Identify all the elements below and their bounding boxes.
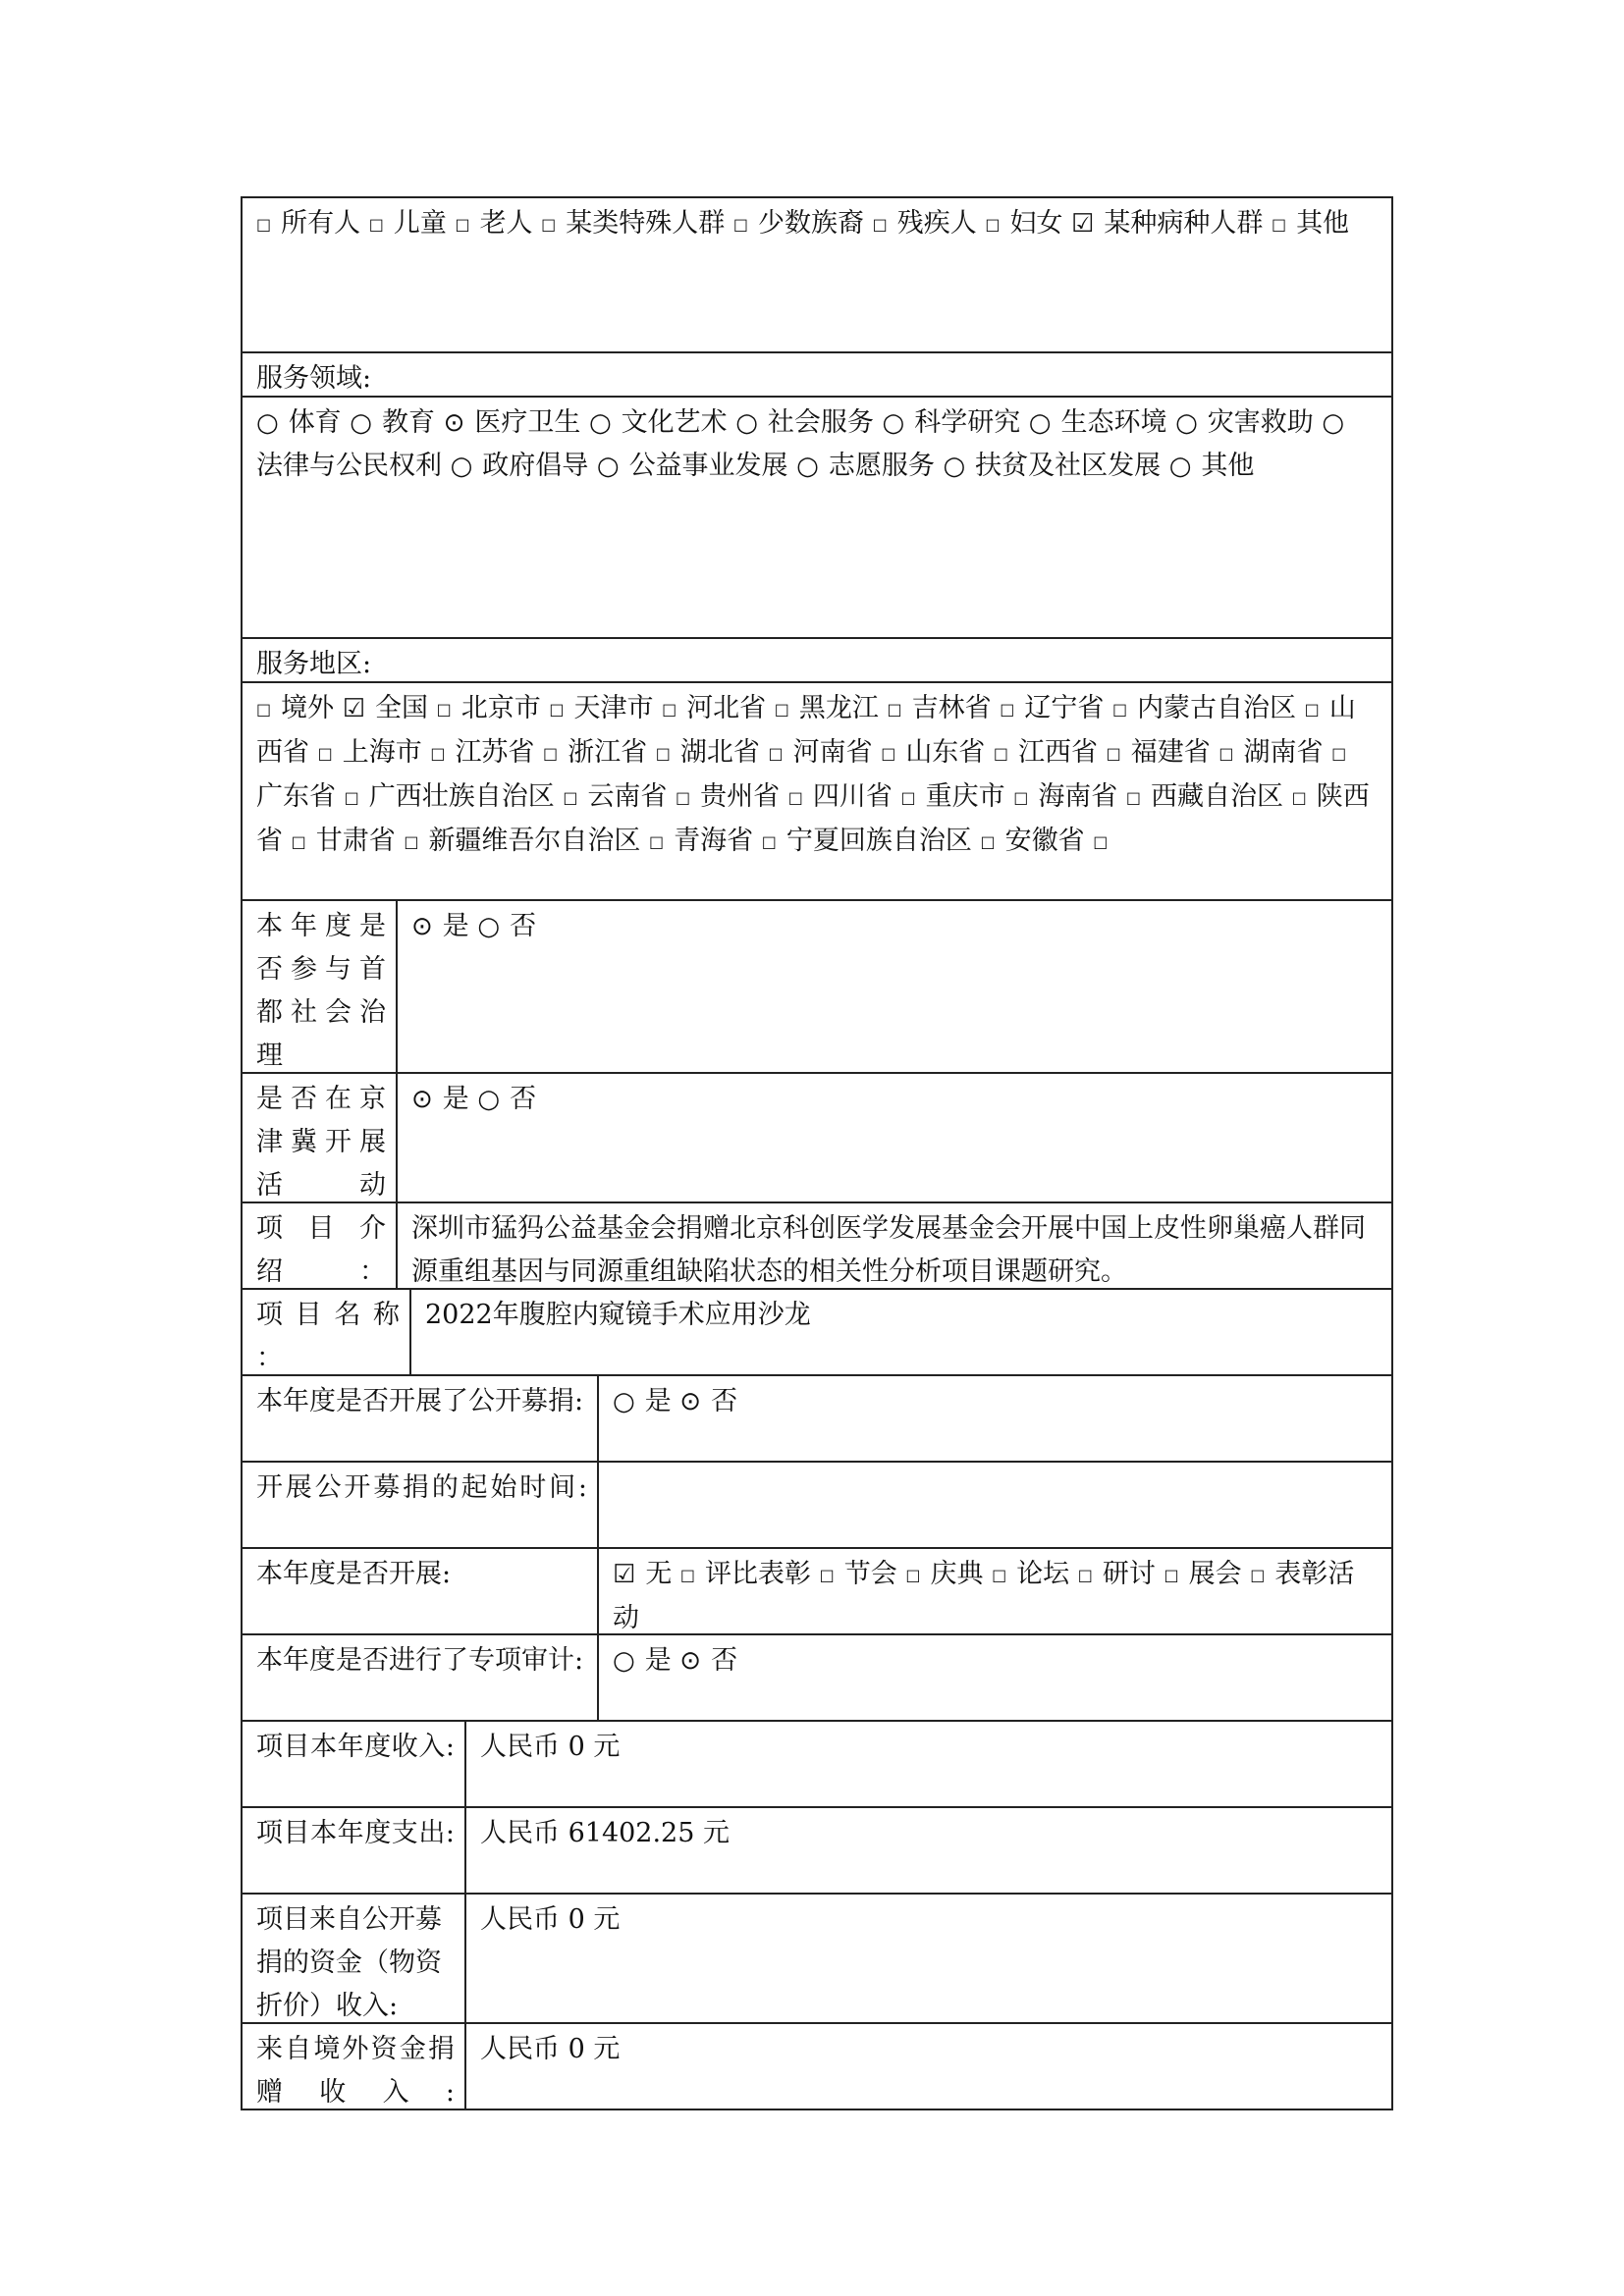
option-item bbox=[881, 737, 985, 768]
radio-selected-icon: ⊙ bbox=[443, 408, 465, 438]
option-item bbox=[679, 1386, 737, 1416]
option-item bbox=[430, 737, 534, 768]
checkbox-empty-icon: □ bbox=[317, 744, 333, 763]
option-label: 河北省 bbox=[686, 693, 767, 723]
radio-empty-icon: ○ bbox=[1168, 452, 1192, 481]
checkbox-empty-icon: □ bbox=[404, 832, 419, 851]
option-item bbox=[345, 781, 555, 812]
option-label: 某种病种人群 bbox=[1104, 208, 1264, 239]
radio-empty-icon: ○ bbox=[256, 408, 279, 438]
option-item bbox=[680, 1559, 811, 1589]
checkbox-empty-icon: □ bbox=[1304, 700, 1320, 719]
option-label: 其他 bbox=[1201, 451, 1255, 481]
checkbox-empty-icon: □ bbox=[256, 700, 272, 719]
option-item bbox=[543, 737, 647, 768]
option-label: 老人 bbox=[479, 208, 533, 239]
radio-selected-icon: ⊙ bbox=[411, 912, 433, 941]
checkbox-empty-icon: □ bbox=[662, 700, 677, 719]
option-item bbox=[613, 1386, 672, 1416]
service-region-options bbox=[241, 683, 1393, 901]
radio-empty-icon: ○ bbox=[350, 408, 372, 438]
option-label: 法律与公民权利 bbox=[256, 451, 442, 481]
project-name-row bbox=[241, 1290, 1393, 1376]
jingjinji-options bbox=[398, 1074, 1391, 1201]
checkbox-empty-icon: □ bbox=[787, 788, 803, 807]
option-label: 是 bbox=[644, 1386, 672, 1416]
option-label: 医疗卫生 bbox=[474, 407, 581, 438]
checkbox-empty-icon: □ bbox=[541, 215, 557, 234]
option-label: 四川省 bbox=[812, 781, 893, 812]
option-label: 否 bbox=[711, 1386, 738, 1416]
capital-governance-row bbox=[241, 901, 1393, 1074]
option-item bbox=[994, 737, 1098, 768]
radio-selected-icon: ⊙ bbox=[679, 1387, 702, 1416]
option-item bbox=[796, 451, 935, 481]
option-label: 西藏自治区 bbox=[1151, 781, 1284, 812]
service-field-header: 服务领域: bbox=[241, 353, 1393, 398]
option-item bbox=[905, 1559, 983, 1589]
option-label: 志愿服务 bbox=[828, 451, 935, 481]
checkbox-empty-icon: □ bbox=[1271, 215, 1287, 234]
checkbox-empty-icon: □ bbox=[819, 1566, 835, 1584]
option-item bbox=[676, 781, 780, 812]
option-item bbox=[888, 693, 992, 723]
project-intro-label: 项 目 介 绍： bbox=[243, 1203, 398, 1288]
option-label: 北京市 bbox=[460, 693, 541, 723]
checkbox-empty-icon: □ bbox=[993, 744, 1009, 763]
option-label: 河南省 bbox=[792, 737, 873, 768]
fundraising-start-label: 开展公开募捐的起始时间: bbox=[243, 1463, 599, 1547]
project-form-table bbox=[241, 196, 1393, 2110]
option-label: 庆典 bbox=[930, 1559, 984, 1589]
overseas-income-label: 来自境外资金捐赠收入: bbox=[243, 2024, 466, 2109]
option-label: 扶贫及社区发展 bbox=[975, 451, 1162, 481]
checkbox-empty-icon: □ bbox=[1125, 788, 1142, 807]
radio-empty-icon: ○ bbox=[1175, 408, 1198, 438]
checkbox-empty-icon: □ bbox=[543, 744, 559, 763]
option-item bbox=[455, 208, 532, 239]
radio-empty-icon: ○ bbox=[1322, 408, 1345, 438]
special-audit-label: 本年度是否进行了专项审计: bbox=[243, 1635, 599, 1720]
project-name-label: 项 目 名 称 ： bbox=[243, 1290, 411, 1374]
radio-empty-icon: ○ bbox=[613, 1646, 635, 1676]
option-label: 科学研究 bbox=[914, 407, 1021, 438]
option-label: 上海市 bbox=[342, 737, 422, 768]
radio-selected-icon: ⊙ bbox=[411, 1085, 433, 1114]
option-label: 否 bbox=[510, 911, 537, 941]
option-item bbox=[980, 826, 1084, 856]
checkbox-empty-icon: □ bbox=[887, 700, 902, 719]
checkbox-empty-icon: □ bbox=[679, 1566, 696, 1584]
radio-empty-icon: ○ bbox=[1028, 408, 1052, 438]
option-label: 江西省 bbox=[1018, 737, 1099, 768]
option-item bbox=[1126, 781, 1283, 812]
radio-empty-icon: ○ bbox=[882, 408, 905, 438]
option-label: 海南省 bbox=[1038, 781, 1118, 812]
option-label: 福建省 bbox=[1130, 737, 1211, 768]
option-label: 某类特殊人群 bbox=[566, 208, 726, 239]
option-label: 儿童 bbox=[393, 208, 447, 239]
option-item bbox=[762, 826, 972, 856]
radio-empty-icon: ○ bbox=[613, 1387, 635, 1416]
expense-value: 人民币 61402.25 元 bbox=[480, 1818, 730, 1848]
option-label: 新疆维吾尔自治区 bbox=[428, 826, 641, 856]
option-item bbox=[477, 1084, 536, 1114]
checkbox-empty-icon: □ bbox=[900, 788, 916, 807]
option-item bbox=[992, 1559, 1069, 1589]
radio-empty-icon: ○ bbox=[477, 912, 501, 941]
option-label: 天津市 bbox=[573, 693, 654, 723]
option-label: 否 bbox=[711, 1645, 738, 1676]
radio-empty-icon: ○ bbox=[450, 452, 473, 481]
radio-empty-icon: ○ bbox=[735, 408, 758, 438]
checkbox-checked-icon: ☑ bbox=[342, 694, 366, 723]
option-item bbox=[1093, 826, 1117, 856]
option-label: 浙江省 bbox=[568, 737, 648, 768]
option-label: 研讨 bbox=[1102, 1559, 1156, 1589]
option-label: 无 bbox=[645, 1559, 673, 1589]
option-label: 青海省 bbox=[674, 826, 754, 856]
option-label: 文化艺术 bbox=[621, 407, 728, 438]
checkbox-empty-icon: □ bbox=[985, 215, 1001, 234]
checkbox-empty-icon: □ bbox=[549, 700, 565, 719]
public-fundraising-label: 本年度是否开展了公开募捐: bbox=[243, 1376, 599, 1461]
service-region-header: 服务地区: bbox=[241, 639, 1393, 683]
option-label: 湖南省 bbox=[1243, 737, 1324, 768]
checkbox-empty-icon: □ bbox=[291, 832, 306, 851]
option-label: 灾害救助 bbox=[1207, 407, 1314, 438]
radio-empty-icon: ○ bbox=[596, 452, 620, 481]
expense-row bbox=[241, 1808, 1393, 1895]
radio-empty-icon: ○ bbox=[943, 452, 966, 481]
checkbox-empty-icon: □ bbox=[732, 215, 748, 234]
option-label: 宁夏回族自治区 bbox=[785, 826, 972, 856]
checkbox-empty-icon: □ bbox=[774, 700, 789, 719]
option-label: 体育 bbox=[288, 407, 342, 438]
option-item bbox=[589, 407, 728, 438]
option-label: 甘肃省 bbox=[315, 826, 396, 856]
checkbox-empty-icon: □ bbox=[655, 744, 671, 763]
checkbox-empty-icon: □ bbox=[1106, 744, 1121, 763]
option-label: 内蒙古自治区 bbox=[1137, 693, 1297, 723]
option-item bbox=[1078, 1559, 1156, 1589]
checkbox-empty-icon: □ bbox=[1013, 788, 1029, 807]
option-label: 公益事业发展 bbox=[628, 451, 788, 481]
checkbox-checked-icon: ☑ bbox=[613, 1560, 636, 1589]
jingjinji-row bbox=[241, 1074, 1393, 1203]
checkbox-empty-icon: □ bbox=[676, 788, 691, 807]
option-item bbox=[1112, 693, 1296, 723]
radio-selected-icon: ⊙ bbox=[679, 1646, 702, 1676]
option-label: 黑龙江 bbox=[798, 693, 879, 723]
capital-governance-label: 本年度是否参与首都社会治理 bbox=[243, 901, 398, 1072]
radio-empty-icon: ○ bbox=[477, 1085, 501, 1114]
beneficiary-options bbox=[241, 196, 1393, 353]
income-row bbox=[241, 1722, 1393, 1808]
expense-label: 项目本年度支出: bbox=[243, 1808, 466, 1893]
option-item bbox=[444, 407, 581, 438]
project-intro-value: 深圳市猛犸公益基金会捐赠北京科创医学发展基金会开展中国上皮性卵巢癌人群同源重组基因与同源重组缺陷状态的相关性分析项目课题研究。 bbox=[411, 1213, 1366, 1287]
activities-label: 本年度是否开展: bbox=[243, 1549, 599, 1633]
option-item bbox=[451, 451, 589, 481]
checkbox-empty-icon: □ bbox=[905, 1566, 921, 1584]
option-item bbox=[985, 208, 1062, 239]
jingjinji-label: 是否在京津冀开展活动 bbox=[243, 1074, 398, 1201]
checkbox-empty-icon: □ bbox=[436, 700, 452, 719]
option-item bbox=[369, 208, 447, 239]
option-item bbox=[1071, 208, 1263, 239]
checkbox-empty-icon: □ bbox=[1093, 832, 1109, 851]
option-label: 妇女 bbox=[1009, 208, 1063, 239]
option-item bbox=[256, 407, 342, 438]
checkbox-empty-icon: □ bbox=[1250, 1566, 1266, 1584]
option-item bbox=[292, 826, 396, 856]
fundraising-start-value bbox=[599, 1463, 1391, 1547]
checkbox-empty-icon: □ bbox=[563, 788, 578, 807]
option-label: 所有人 bbox=[281, 208, 361, 239]
option-label: 展会 bbox=[1188, 1559, 1242, 1589]
option-item bbox=[404, 826, 640, 856]
checkbox-empty-icon: □ bbox=[1111, 700, 1128, 719]
checkbox-empty-icon: □ bbox=[368, 215, 384, 234]
option-label: 江苏省 bbox=[455, 737, 535, 768]
option-item bbox=[350, 407, 435, 438]
option-label: 节会 bbox=[843, 1559, 897, 1589]
option-label: 湖北省 bbox=[679, 737, 760, 768]
option-item bbox=[1013, 781, 1117, 812]
project-intro-row bbox=[241, 1203, 1393, 1290]
option-label: 吉林省 bbox=[911, 693, 992, 723]
option-label: 贵州省 bbox=[700, 781, 781, 812]
option-item bbox=[820, 1559, 897, 1589]
option-label: 教育 bbox=[381, 407, 435, 438]
activities-row bbox=[241, 1549, 1393, 1635]
option-label: 广东省 bbox=[256, 781, 336, 812]
checkbox-empty-icon: □ bbox=[1218, 744, 1234, 763]
option-item bbox=[1175, 407, 1314, 438]
checkbox-empty-icon: □ bbox=[1000, 700, 1015, 719]
option-label: 境外 bbox=[281, 693, 335, 723]
checkbox-empty-icon: □ bbox=[1164, 1566, 1179, 1584]
checkbox-empty-icon: □ bbox=[649, 832, 665, 851]
option-label: 山西省 bbox=[256, 693, 1356, 768]
overseas-income-row bbox=[241, 2024, 1393, 2110]
option-item bbox=[768, 737, 872, 768]
option-label: 陕西省 bbox=[256, 781, 1370, 856]
option-item bbox=[477, 911, 536, 941]
option-label: 残疾人 bbox=[896, 208, 977, 239]
checkbox-empty-icon: □ bbox=[1291, 788, 1307, 807]
option-item bbox=[411, 1084, 469, 1114]
radio-empty-icon: ○ bbox=[796, 452, 819, 481]
option-item bbox=[256, 208, 360, 239]
option-item bbox=[613, 1559, 672, 1589]
option-label: 云南省 bbox=[587, 781, 668, 812]
option-label: 是 bbox=[442, 911, 469, 941]
option-label: 表彰活动 bbox=[613, 1559, 1355, 1633]
overseas-income-value: 人民币 0 元 bbox=[480, 2034, 621, 2064]
special-audit-options bbox=[599, 1635, 1391, 1720]
activities-options bbox=[599, 1549, 1391, 1633]
checkbox-empty-icon: □ bbox=[992, 1566, 1007, 1584]
option-item bbox=[649, 826, 753, 856]
option-item bbox=[900, 781, 1004, 812]
public-fund-income-label: 项目来自公开募捐的资金（物资折价）收入: bbox=[243, 1895, 466, 2022]
checkbox-checked-icon: ☑ bbox=[1071, 209, 1095, 239]
option-label: 少数族裔 bbox=[758, 208, 864, 239]
option-item bbox=[873, 208, 977, 239]
option-label: 广西壮族自治区 bbox=[368, 781, 555, 812]
checkbox-empty-icon: □ bbox=[980, 832, 996, 851]
option-item bbox=[883, 407, 1021, 438]
checkbox-empty-icon: □ bbox=[881, 744, 896, 763]
option-item bbox=[343, 693, 428, 723]
option-item bbox=[733, 208, 864, 239]
option-item bbox=[613, 1645, 672, 1676]
option-label: 山东省 bbox=[905, 737, 986, 768]
option-item bbox=[318, 737, 422, 768]
special-audit-row bbox=[241, 1635, 1393, 1722]
public-fund-income-row bbox=[241, 1895, 1393, 2024]
checkbox-empty-icon: □ bbox=[1077, 1566, 1093, 1584]
income-label: 项目本年度收入: bbox=[243, 1722, 466, 1806]
service-field-options bbox=[241, 398, 1393, 639]
option-item bbox=[775, 693, 879, 723]
public-fundraising-row bbox=[241, 1376, 1393, 1463]
option-label: 其他 bbox=[1296, 208, 1350, 239]
option-label: 全国 bbox=[375, 693, 429, 723]
checkbox-empty-icon: □ bbox=[768, 744, 784, 763]
option-label: 是 bbox=[644, 1645, 672, 1676]
option-item bbox=[679, 1645, 737, 1676]
fundraising-start-row bbox=[241, 1463, 1393, 1549]
income-value: 人民币 0 元 bbox=[480, 1732, 621, 1762]
option-item bbox=[1029, 407, 1167, 438]
option-label: 否 bbox=[510, 1084, 537, 1114]
option-label: 论坛 bbox=[1016, 1559, 1070, 1589]
public-fundraising-options bbox=[599, 1376, 1391, 1461]
option-item bbox=[256, 693, 334, 723]
option-label: 重庆市 bbox=[925, 781, 1005, 812]
option-label: 社会服务 bbox=[767, 407, 874, 438]
option-item bbox=[1107, 737, 1211, 768]
option-item bbox=[662, 693, 766, 723]
option-label: 辽宁省 bbox=[1024, 693, 1105, 723]
option-label: 是 bbox=[442, 1084, 469, 1114]
option-item bbox=[1000, 693, 1104, 723]
option-item bbox=[735, 407, 874, 438]
option-item bbox=[656, 737, 760, 768]
public-fund-income-value: 人民币 0 元 bbox=[480, 1904, 621, 1935]
checkbox-empty-icon: □ bbox=[430, 744, 446, 763]
option-item bbox=[541, 208, 725, 239]
option-item bbox=[1272, 208, 1349, 239]
checkbox-empty-icon: □ bbox=[1331, 744, 1347, 763]
option-item bbox=[788, 781, 893, 812]
option-item bbox=[1164, 1559, 1242, 1589]
option-item bbox=[437, 693, 541, 723]
radio-empty-icon: ○ bbox=[588, 408, 612, 438]
project-name-value: 2022年腹腔内窥镜手术应用沙龙 bbox=[425, 1300, 811, 1330]
checkbox-empty-icon: □ bbox=[256, 215, 272, 234]
option-item bbox=[943, 451, 1161, 481]
checkbox-empty-icon: □ bbox=[455, 215, 470, 234]
option-item bbox=[549, 693, 653, 723]
capital-governance-options bbox=[398, 901, 1391, 1072]
option-label: 生态环境 bbox=[1060, 407, 1167, 438]
option-item bbox=[1169, 451, 1255, 481]
option-item bbox=[411, 911, 469, 941]
checkbox-empty-icon: □ bbox=[761, 832, 777, 851]
checkbox-empty-icon: □ bbox=[872, 215, 888, 234]
option-label: 政府倡导 bbox=[482, 451, 589, 481]
option-item bbox=[1218, 737, 1323, 768]
checkbox-empty-icon: □ bbox=[344, 788, 359, 807]
option-label: 安徽省 bbox=[1004, 826, 1085, 856]
option-item bbox=[597, 451, 788, 481]
option-item bbox=[563, 781, 667, 812]
option-label: 评比表彰 bbox=[705, 1559, 812, 1589]
